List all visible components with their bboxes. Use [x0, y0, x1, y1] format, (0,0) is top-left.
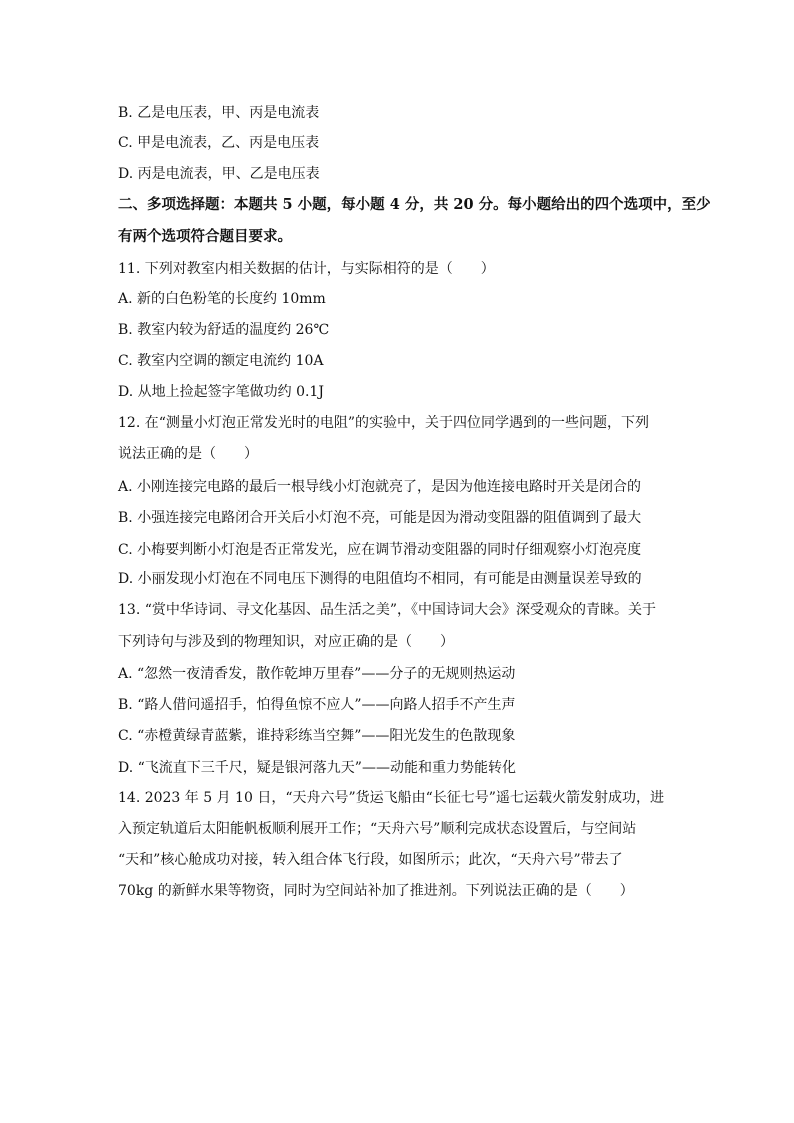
option-a-q12: A. 小刚连接完电路的最后一根导线小灯泡就亮了，是因为他连接电路时开关是闭合的: [118, 479, 642, 495]
section-heading-continued: 有两个选项符合题目要求。: [118, 228, 292, 245]
option-a-q11: A. 新的白色粉笔的长度约 10mm: [118, 291, 326, 307]
question-14-line-3: “天和”核心舱成功对接，转入组合体飞行段，如图所示；此次，“天舟六号”带去了: [118, 852, 623, 868]
option-d-q13: D. “飞流直下三千尺，疑是银河落九天”——动能和重力势能转化: [118, 760, 516, 776]
option-c-q10: C. 甲是电流表，乙、丙是电压表: [118, 135, 320, 151]
question-11: 11. 下列对教室内相关数据的估计，与实际相符的是（ ）: [118, 261, 495, 277]
option-d-q12: D. 小丽发现小灯泡在不同电压下测得的电阻值均不相同，有可能是由测量误差导致的: [118, 571, 642, 587]
option-c-q11: C. 教室内空调的额定电流约 10A: [118, 353, 324, 369]
option-a-q13: A. “忽然一夜清香发，散作乾坤万里春”——分子的无规则热运动: [118, 666, 516, 682]
option-b-q10: B. 乙是电压表，甲、丙是电流表: [118, 105, 320, 121]
option-b-q13: B. “路人借问遥招手，怕得鱼惊不应人”——向路人招手不产生声: [118, 697, 516, 713]
option-b-q11: B. 教室内较为舒适的温度约 26℃: [118, 322, 330, 338]
option-d-q10: D. 丙是电流表，甲、乙是电压表: [118, 166, 320, 182]
question-14: 14. 2023 年 5 月 10 日，“天舟六号”货运飞船由“长征七号”遥七运载火箭发射成功，进: [118, 790, 664, 806]
option-d-q11: D. 从地上捡起签字笔做功约 0.1J: [118, 384, 324, 400]
question-12-continued: 说法正确的是（ ）: [118, 446, 258, 462]
question-14-line-4: 70kg 的新鲜水果等物资，同时为空间站补加了推进剂。下列说法正确的是（ ）: [118, 883, 634, 899]
question-14-line-2: 入预定轨道后太阳能帆板顺利展开工作；“天舟六号”顺利完成状态设置后，与空间站: [118, 821, 637, 837]
option-c-q13: C. “赤橙黄绿青蓝紫，谁持彩练当空舞”——阳光发生的色散现象: [118, 728, 516, 744]
question-12: 12. 在“测量小灯泡正常发光时的电阻”的实验中，关于四位同学遇到的一些问题，下列: [118, 415, 650, 431]
option-b-q12: B. 小强连接完电路闭合开关后小灯泡不亮，可能是因为滑动变阻器的阻值调到了最大: [118, 510, 642, 526]
section-heading: 二、多项选择题：本题共 5 小题，每小题 4 分，共 20 分。每小题给出的四个选项中，至少: [118, 196, 711, 213]
question-13: 13. “赏中华诗词、寻文化基因、品生活之美”，《中国诗词大会》深受观众的青睐。关于: [118, 602, 657, 618]
question-13-continued: 下列诗句与涉及到的物理知识，对应正确的是（ ）: [118, 634, 454, 650]
option-c-q12: C. 小梅要判断小灯泡是否正常发光，应在调节滑动变阻器的同时仔细观察小灯泡亮度: [118, 542, 642, 558]
